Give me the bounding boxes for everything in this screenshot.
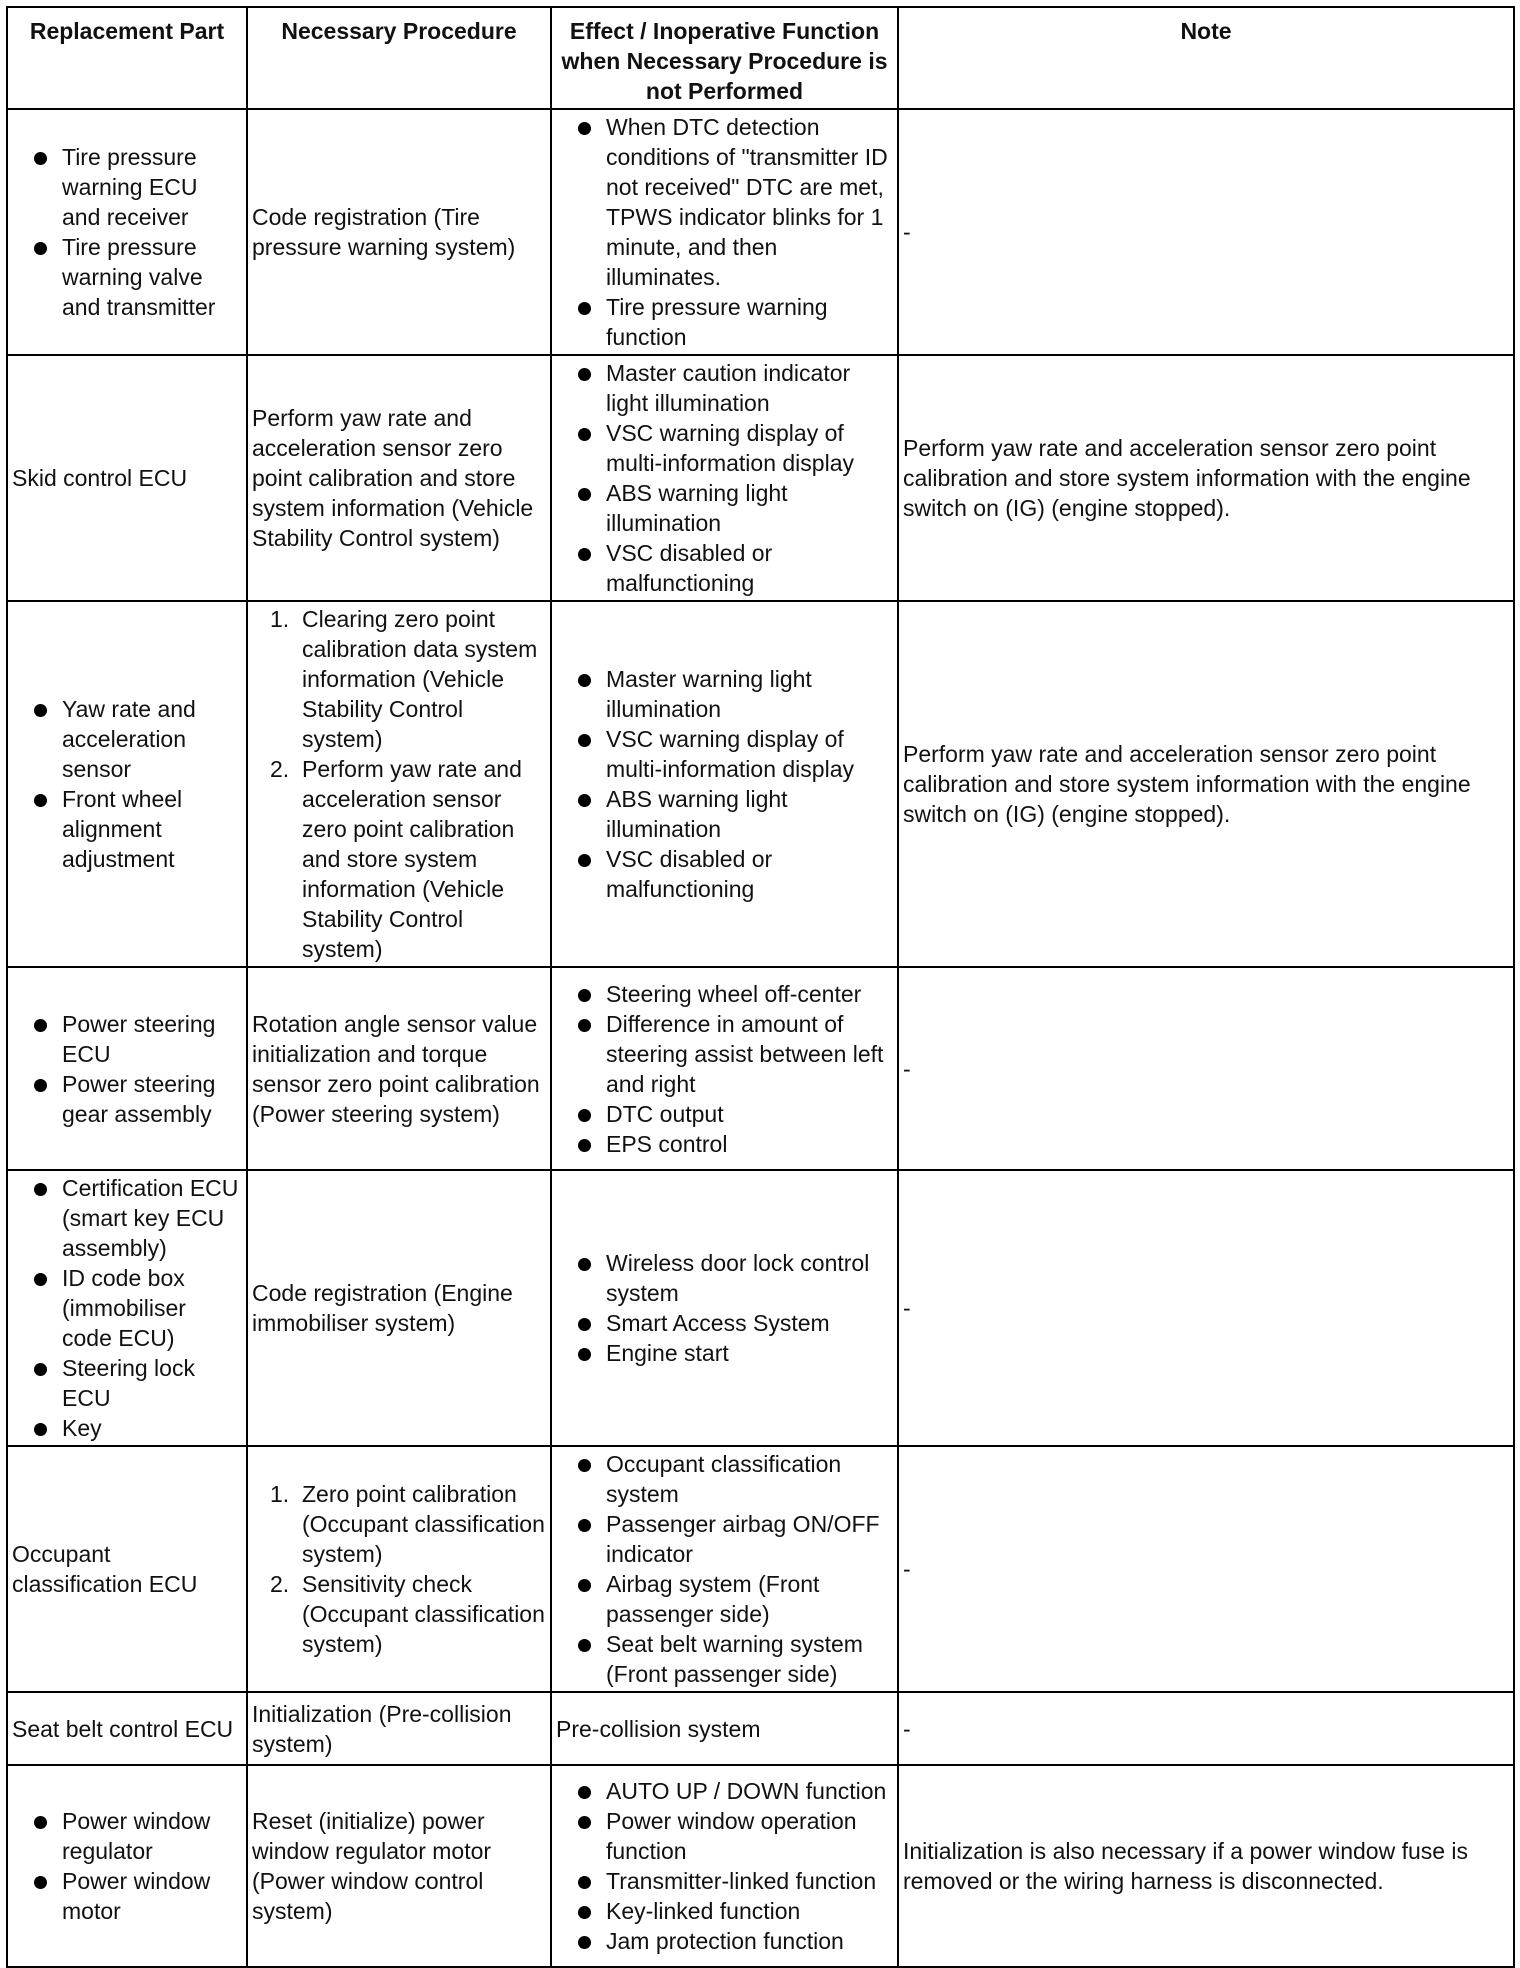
effect-item: Occupant classification system: [556, 1449, 893, 1509]
part-item: Power steering gear assembly: [12, 1069, 242, 1129]
procedure-step: [252, 1479, 546, 1569]
replacement-part-cell: Occupant classification ECU: [7, 1446, 247, 1692]
table-row: [7, 355, 1514, 601]
part-item: ID code box (immobiliser code ECU): [12, 1263, 242, 1353]
effect-item: Seat belt warning system (Front passenger side): [556, 1629, 893, 1689]
step-text: Sensitivity check (Occupant classification system): [302, 1571, 545, 1657]
part-item: Yaw rate and acceleration sensor: [12, 694, 242, 784]
procedure-cell: Code registration (Tire pressure warning system): [247, 109, 551, 355]
part-item: Tire pressure warning valve and transmitter: [12, 232, 242, 322]
header-effect: Effect / Inoperative Function when Necessary Procedure is not Performed: [551, 7, 898, 109]
procedure-cell: Perform yaw rate and acceleration sensor zero point calibration and store system information (Vehicle Stability Control system): [247, 355, 551, 601]
header-necessary-procedure: Necessary Procedure: [247, 7, 551, 109]
part-item: Steering lock ECU: [12, 1353, 242, 1413]
table-row: [7, 1765, 1514, 1967]
table-row: [7, 1692, 1514, 1765]
replacement-part-cell: [7, 967, 247, 1170]
note-cell: -: [898, 1692, 1514, 1765]
table-row: [7, 967, 1514, 1170]
effect-item: Power window operation function: [556, 1806, 893, 1866]
note-cell: -: [898, 1446, 1514, 1692]
effect-item: Tire pressure warning function: [556, 292, 893, 352]
part-item: Power window motor: [12, 1866, 242, 1926]
procedure-cell: [247, 601, 551, 967]
table-row: [7, 109, 1514, 355]
procedure-step: [252, 604, 546, 754]
effect-item: Jam protection function: [556, 1926, 893, 1956]
step-number: 1.: [270, 606, 290, 632]
step-number: 1.: [270, 1481, 290, 1507]
procedure-cell: Initialization (Pre-collision system): [247, 1692, 551, 1765]
effect-item: VSC warning display of multi-information display: [556, 418, 893, 478]
header-replacement-part: Replacement Part: [7, 7, 247, 109]
effect-cell: [551, 1170, 898, 1446]
effect-item: Engine start: [556, 1338, 893, 1368]
effect-item: Passenger airbag ON/OFF indicator: [556, 1509, 893, 1569]
table-row: [7, 1170, 1514, 1446]
note-cell: Perform yaw rate and acceleration sensor zero point calibration and store system information with the engine switch on (IG) (engine stopped).: [898, 601, 1514, 967]
header-note: Note: [898, 7, 1514, 109]
effect-item: VSC warning display of multi-information display: [556, 724, 893, 784]
effect-item: ABS warning light illumination: [556, 478, 893, 538]
procedure-step: [252, 754, 546, 964]
effect-item: Transmitter-linked function: [556, 1866, 893, 1896]
effect-item: DTC output: [556, 1099, 893, 1129]
effect-cell: [551, 1446, 898, 1692]
effect-item: Difference in amount of steering assist between left and right: [556, 1009, 893, 1099]
effect-item: VSC disabled or malfunctioning: [556, 538, 893, 598]
effect-item: VSC disabled or malfunctioning: [556, 844, 893, 904]
step-text: Perform yaw rate and acceleration sensor zero point calibration and store system information (Vehicle Stability Control system): [302, 756, 522, 962]
note-cell: -: [898, 109, 1514, 355]
effect-item: When DTC detection conditions of "transmitter ID not received" DTC are met, TPWS indicator blinks for 1 minute, and then illuminates.: [556, 112, 893, 292]
header-row: [7, 7, 1514, 109]
replacement-part-cell: Seat belt control ECU: [7, 1692, 247, 1765]
note-cell: -: [898, 1170, 1514, 1446]
step-number: 2.: [270, 1571, 290, 1597]
part-item: Power steering ECU: [12, 1009, 242, 1069]
part-item: Power window regulator: [12, 1806, 242, 1866]
part-item: Key: [12, 1413, 242, 1443]
note-cell: Initialization is also necessary if a power window fuse is removed or the wiring harness is disconnected.: [898, 1765, 1514, 1967]
effect-cell: Pre-collision system: [551, 1692, 898, 1765]
effect-item: AUTO UP / DOWN function: [556, 1776, 893, 1806]
effect-item: EPS control: [556, 1129, 893, 1159]
procedure-cell: Rotation angle sensor value initialization and torque sensor zero point calibration (Power steering system): [247, 967, 551, 1170]
effect-cell: [551, 109, 898, 355]
table-row: [7, 1446, 1514, 1692]
part-item: Front wheel alignment adjustment: [12, 784, 242, 874]
effect-cell: [551, 355, 898, 601]
replacement-part-cell: [7, 1765, 247, 1967]
procedure-cell: Reset (initialize) power window regulator motor (Power window control system): [247, 1765, 551, 1967]
replacement-part-cell: [7, 109, 247, 355]
effect-item: Key-linked function: [556, 1896, 893, 1926]
effect-item: Wireless door lock control system: [556, 1248, 893, 1308]
procedure-cell: Code registration (Engine immobiliser system): [247, 1170, 551, 1446]
replacement-part-cell: [7, 601, 247, 967]
step-number: 2.: [270, 756, 290, 782]
step-text: Clearing zero point calibration data system information (Vehicle Stability Control system): [302, 606, 538, 752]
effect-item: Master warning light illumination: [556, 664, 893, 724]
effect-cell: [551, 1765, 898, 1967]
effect-cell: [551, 601, 898, 967]
table-row: [7, 601, 1514, 967]
procedure-step: [252, 1569, 546, 1659]
replacement-part-cell: Skid control ECU: [7, 355, 247, 601]
replacement-procedure-table: [6, 6, 1515, 1968]
effect-item: Steering wheel off-center: [556, 979, 893, 1009]
effect-cell: [551, 967, 898, 1170]
effect-item: ABS warning light illumination: [556, 784, 893, 844]
effect-item: Smart Access System: [556, 1308, 893, 1338]
replacement-part-cell: [7, 1170, 247, 1446]
effect-item: Airbag system (Front passenger side): [556, 1569, 893, 1629]
note-cell: Perform yaw rate and acceleration sensor zero point calibration and store system information with the engine switch on (IG) (engine stopped).: [898, 355, 1514, 601]
step-text: Zero point calibration (Occupant classification system): [302, 1481, 545, 1567]
procedure-cell: [247, 1446, 551, 1692]
part-item: Tire pressure warning ECU and receiver: [12, 142, 242, 232]
note-cell: -: [898, 967, 1514, 1170]
effect-item: Master caution indicator light illumination: [556, 358, 893, 418]
part-item: Certification ECU (smart key ECU assembly): [12, 1173, 242, 1263]
